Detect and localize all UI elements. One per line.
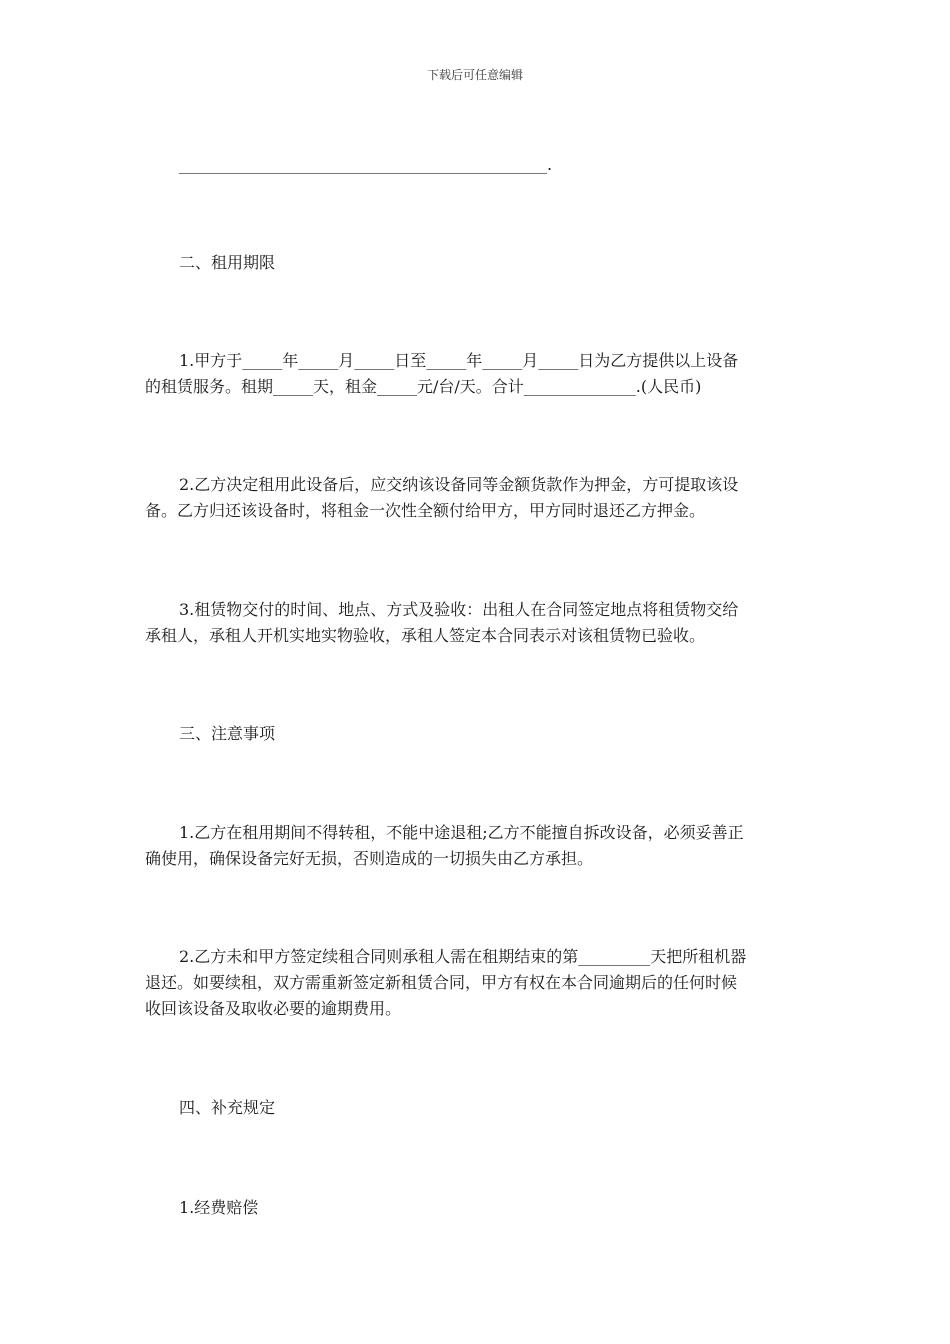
clause-2-1-line1: 1.甲方于_____年_____月_____日至_____年_____月_____日为乙方提供以上设备 [179,351,739,370]
page-header: 下载后可任意编辑 [426,68,523,82]
blank-fill-line: ______________________________________________. [179,155,553,174]
clause-3-2-line3: 收回该设备及取收必要的逾期费用。 [145,999,402,1018]
clause-3-1-line1: 1.乙方在租用期间不得转租，不能中途退租;乙方不能擅自拆改设备，必须妥善正 [179,823,744,842]
section-title-supplementary: 四、补充规定 [179,1098,276,1117]
clause-2-2-line2: 备。乙方归还该设备时，将租金一次性全额付给甲方，甲方同时退还乙方押金。 [145,501,706,520]
clause-2-2-line1: 2.乙方决定租用此设备后，应交纳该设备同等金额货款作为押金，方可提取该设 [179,475,739,494]
clause-3-2-line1: 2.乙方未和甲方签定续租合同则承租人需在租期结束的第_________天把所租机器 [179,947,747,966]
section-title-rental-term: 二、租用期限 [179,253,276,272]
clause-2-1 [145,348,805,400]
clause-3-1-line2: 确使用，确保设备完好无损，否则造成的一切损失由乙方承担。 [145,849,594,868]
clause-2-2 [145,472,805,524]
clause-3-1 [145,820,805,872]
clause-3-2 [145,944,805,1022]
clause-2-3-line2: 承租人，承租人开机实地实物验收，承租人签定本合同表示对该租赁物已验收。 [145,626,706,645]
clause-4-1: 1.经费赔偿 [179,1198,259,1217]
clause-2-3 [145,597,805,649]
clause-3-2-line2: 退还。如要续租，双方需重新签定新租赁合同，甲方有权在本合同逾期后的任何时候 [145,973,738,992]
section-title-notes: 三、注意事项 [179,724,276,743]
clause-2-3-line1: 3.租赁物交付的时间、地点、方式及验收：出租人在合同签定地点将租赁物交给 [179,600,739,619]
clause-2-1-line2: 的租赁服务。租期_____天，租金_____元/台/天。合计______________.(人民币) [145,377,702,396]
